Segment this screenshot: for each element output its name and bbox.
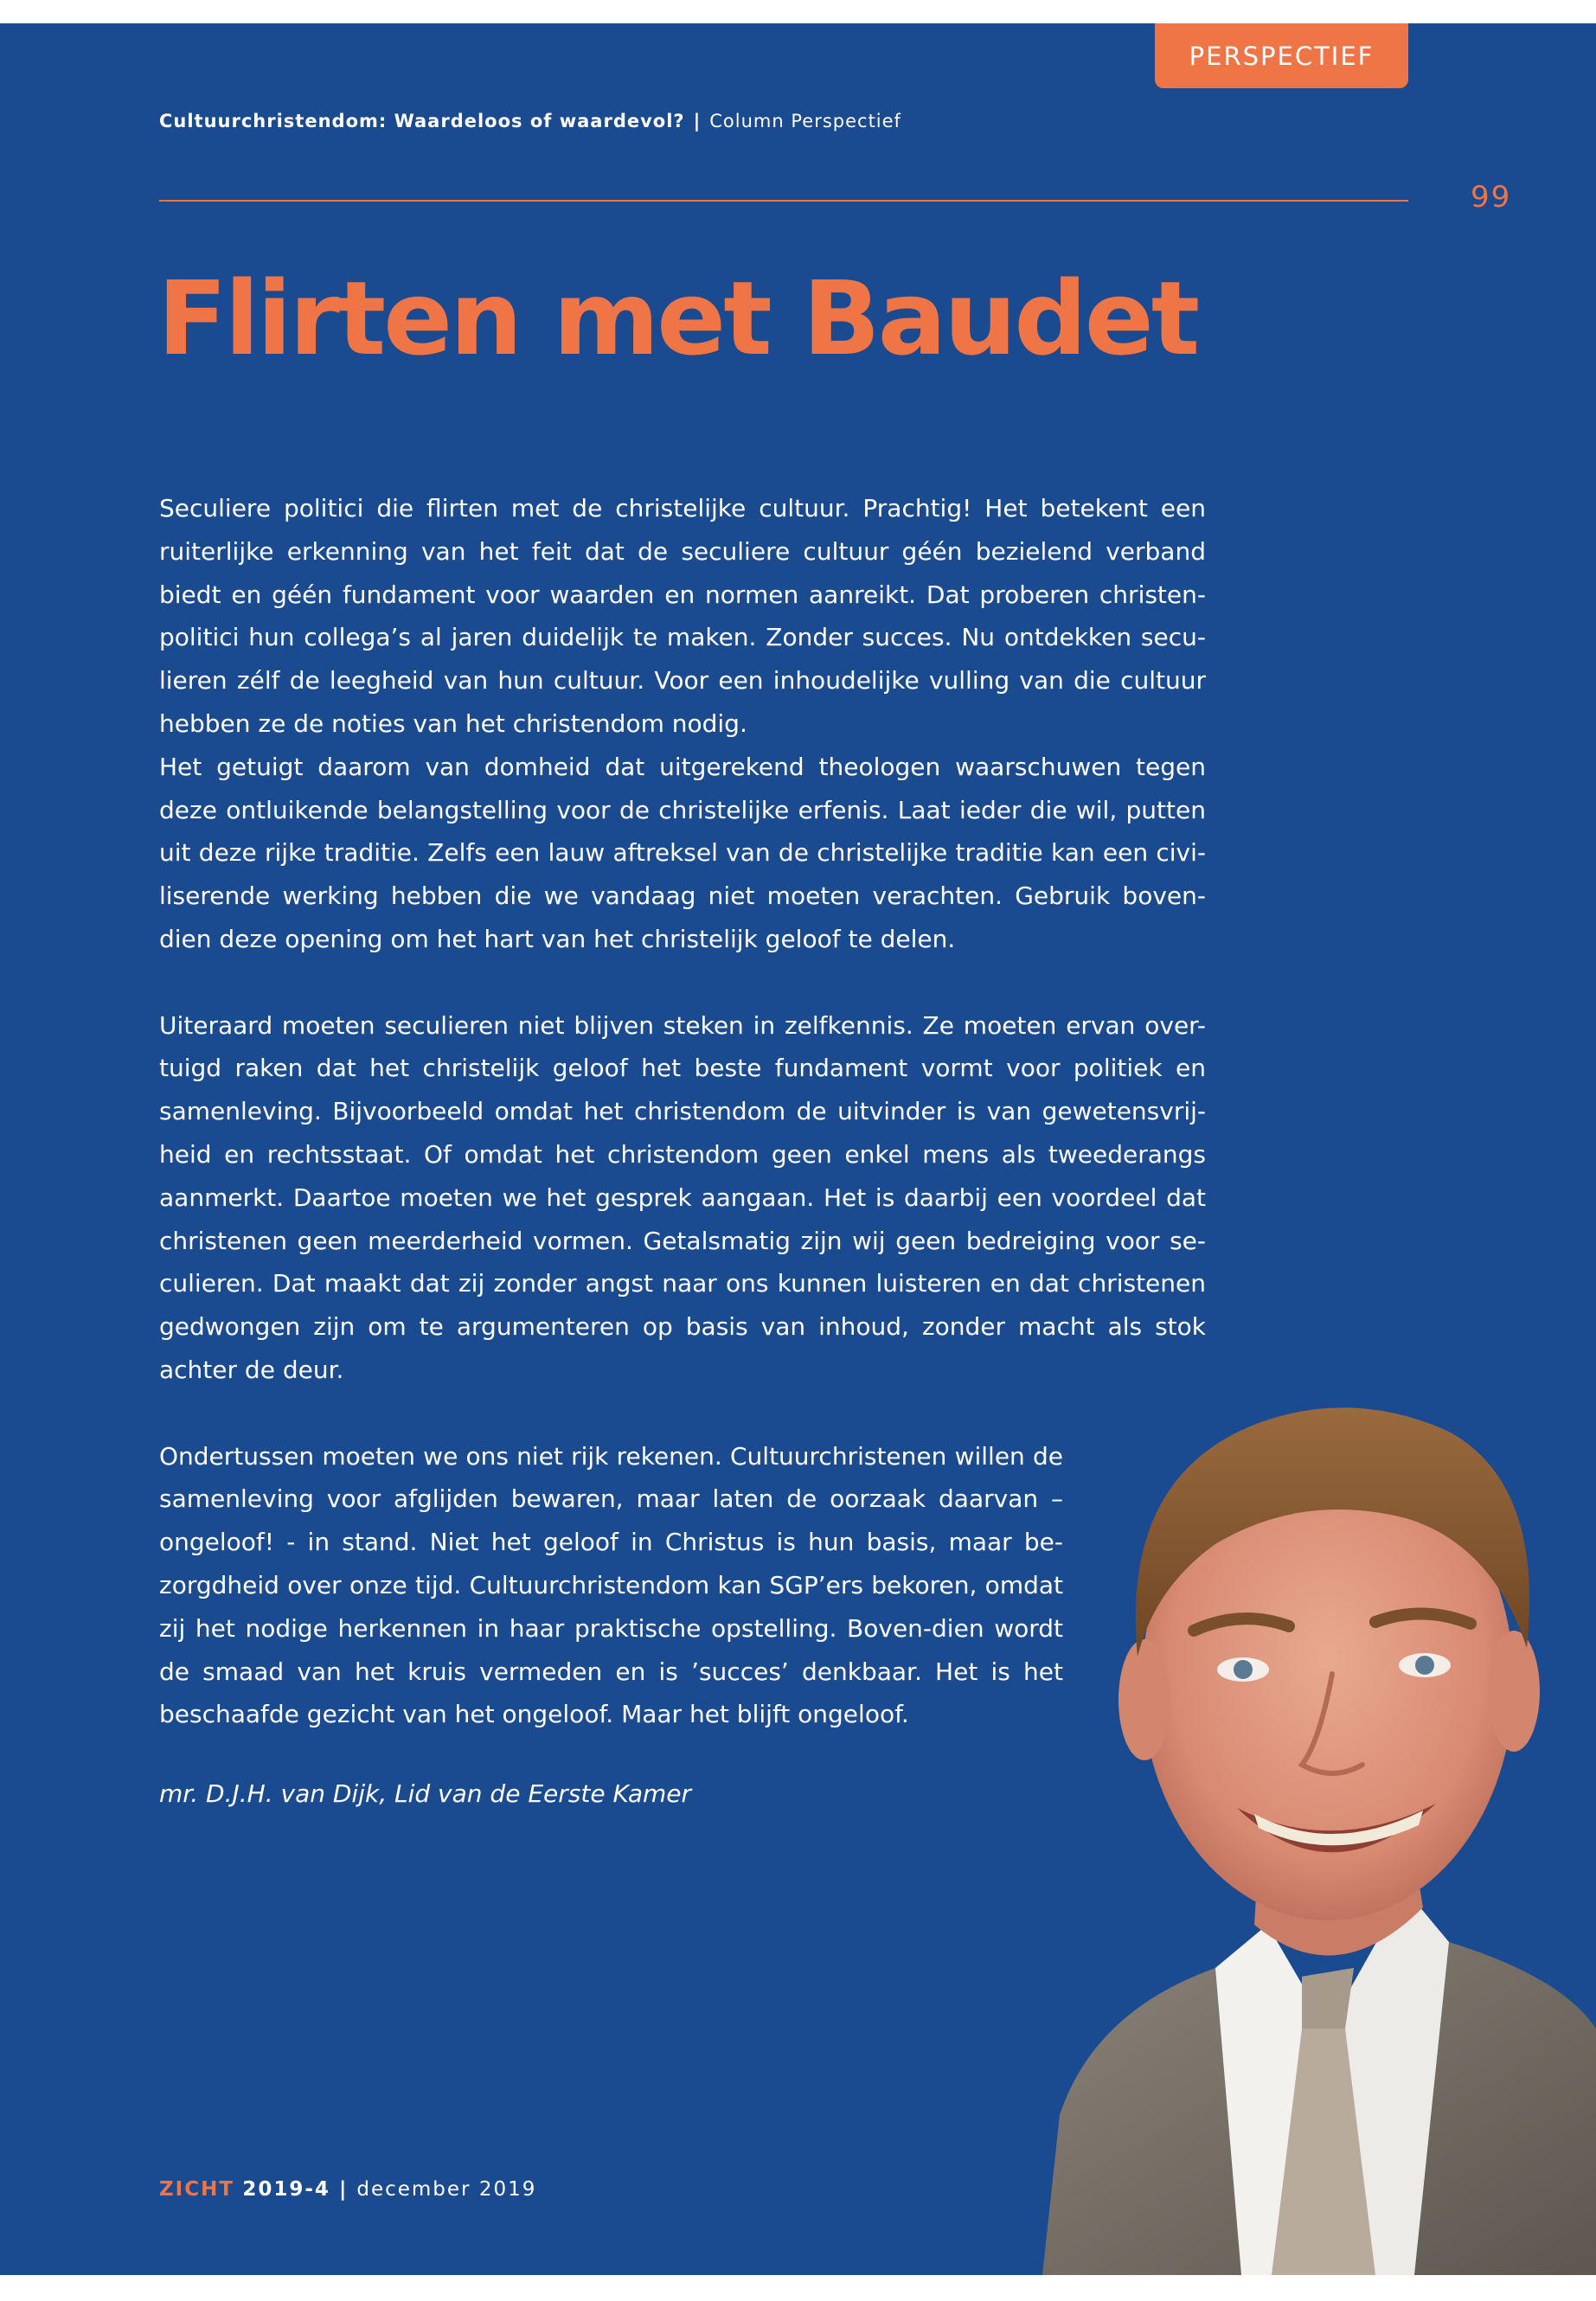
running-head-title: Cultuurchristendom: Waardeloos of waardevol? <box>159 111 685 131</box>
footer-date: december 2019 <box>356 2178 537 2201</box>
page-footer <box>159 2178 536 2201</box>
article-headline: Flirten met Baudet <box>157 259 1198 378</box>
running-head-subtitle: Column Perspectief <box>709 111 901 131</box>
footer-magazine: ZICHT <box>159 2178 235 2201</box>
page-number: 99 <box>1471 180 1512 215</box>
running-head-separator: | <box>693 111 702 131</box>
running-head <box>159 111 901 131</box>
section-tab-label: PERSPECTIEF <box>1189 42 1375 71</box>
author-portrait <box>1042 1371 1596 2275</box>
author-byline: mr. D.J.H. van Dijk, Lid van de Eerste Kamer <box>159 1779 691 1808</box>
section-tab <box>1155 23 1408 88</box>
header-rule <box>159 200 1408 202</box>
paragraph-4: Ondertussen moeten we ons niet rijk rekenen. Cultuurchristenen willen de samenleving voor afglijden bewaren, maar laten de oorzaak daarvan – ongeloof! - in stand. Niet het geloof in Christus is hun basis, maar be-zorgdheid over onze tijd. Cultuurchristendom kan SGP’ers bekoren, omdat zij het nodige herkennen in haar praktische opstelling. Boven-dien wordt de smaad van het kruis vermeden en is ’succes’ denkbaar. Het is het beschaafde gezicht van het ongeloof. Maar het blijft ongeloof. <box>159 1441 1063 1729</box>
footer-issue: 2019-4 <box>242 2178 330 2201</box>
footer-separator: | <box>338 2178 349 2201</box>
paragraph-3: Uiteraard moeten seculieren niet blijven steken in zelfkennis. Ze moeten ervan over-tuigd raken dat het christelijk geloof het beste fundament vormt voor politiek en samenleving. Bijvoorbeeld omdat het christendom de uitvinder is van gewetensvrij-heid en rechtsstaat. Of omdat het christendom geen enkel mens als tweederangs aanmerkt. Daartoe moeten we het gesprek aangaan. Het is daarbij een voordeel dat christenen geen meerderheid vormen. Getalsmatig zijn wij geen bedreiging voor se-culieren. Dat maakt dat zij zonder angst naar ons kunnen luisteren en dat christenen gedwongen zijn om te argumenteren op basis van inhoud, zonder macht als stok achter de deur. <box>159 1010 1206 1384</box>
paragraph-2: Het getuigt daarom van domheid dat uitgerekend theologen waarschuwen tegen deze ontluikende belangstelling voor de christelijke erfenis. Laat ieder die wil, putten uit deze rijke traditie. Zelfs een lauw aftreksel van de christelijke traditie kan een civi-liserende werking hebben die we vandaag niet moeten verachten. Gebruik boven-dien deze opening om het hart van het christelijk geloof te delen. <box>159 752 1206 953</box>
paragraph-1: Seculiere politici die flirten met de christelijke cultuur. Prachtig! Het betekent een ruiterlijke erkenning van het feit dat de seculiere cultuur géén bezielend verband biedt en géén fundament voor waarden en normen aanreikt. Dat proberen christen-politici hun collega’s al jaren duidelijk te maken. Zonder succes. Nu ontdekken secu-lieren zélf de leegheid van hun cultuur. Voor een inhoudelijke vulling van die cultuur hebben ze de noties van het christendom nodig. <box>159 494 1206 738</box>
